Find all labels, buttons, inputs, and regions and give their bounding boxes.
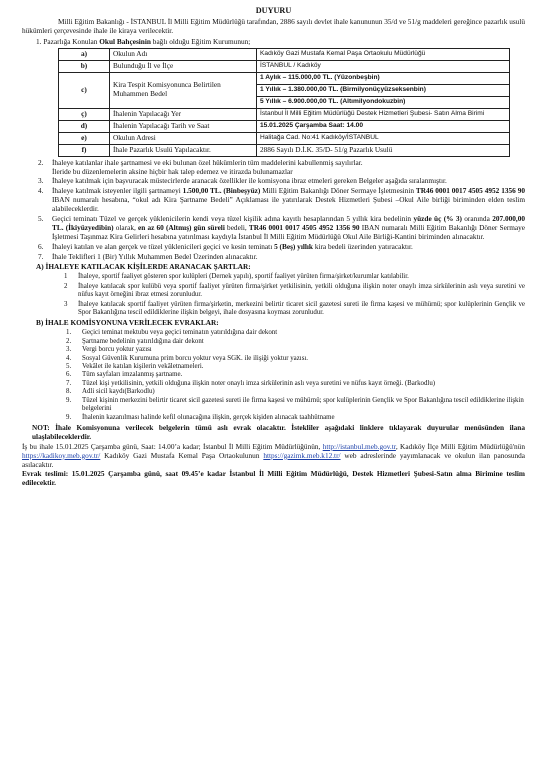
row-value: Halitağa Cad. No:41 Kadıköy/İSTANBUL bbox=[257, 132, 510, 144]
item-6-pre: İhaleyi katılan ve alan gerçek ve tüzel yüklenicileri geçici ve kesin teminatı bbox=[52, 241, 273, 251]
item-7-text: İhale Teklifleri 1 (Bir) Yıllık Muhammen Bedel Üzerinden alınacaktır. bbox=[52, 251, 258, 261]
item-2-line-2: İleride bu düzenlemelerin aksine hiçbir hak talep edemez ve itirazda bulunamazlar bbox=[52, 166, 293, 176]
section-b-item bbox=[66, 371, 525, 379]
section-b-item bbox=[66, 414, 525, 422]
closing-mid-1: , Kadıköy İlçe Milli Eğitim Müdürlüğü'nün bbox=[395, 441, 525, 451]
item-text: Adli sicil kaydı(Barkodlu) bbox=[82, 388, 155, 396]
item-number: 7. bbox=[38, 251, 44, 261]
item-3 bbox=[38, 177, 525, 186]
item-number: 3 bbox=[64, 300, 68, 308]
item-text: Vergi borcu yoktur yazısı bbox=[82, 346, 152, 354]
item-text: İhalenin kazanılması halinde kefil olunacağına ilişkin, gerçek kişiden alınacak taahhütname bbox=[82, 413, 335, 421]
item-2-line-1: İhaleye katılanlar ihale şartnamesi ve eki bulunan özel hükümlerin tüm maddelerini kabullenmiş sayılırlar. bbox=[52, 157, 363, 167]
section-b-item bbox=[66, 329, 525, 337]
tender-info-table bbox=[58, 48, 510, 157]
item-4-iban: TR46 0001 0017 4505 4952 1356 90 bbox=[415, 186, 526, 196]
intro-line-1: Milli Eğitim Bakanlığı - İSTANBUL İl Milli Eğitim Müdürlüğü tarafından, 2886 sayılı devlet ihale kanununun bbox=[58, 17, 383, 26]
item-5-rate: yüzde üç (% 3) bbox=[413, 214, 462, 224]
row-value-five-year: 5 Yıllık – 6.900.000,00 TL. (Altımilyondokuzbin) bbox=[257, 96, 510, 108]
item-1 bbox=[36, 38, 525, 47]
table-row-d bbox=[59, 120, 510, 132]
row-value: 2886 Sayılı D.İ.K. 35/D- 51/g Pazarlık Usulü bbox=[257, 144, 510, 156]
item-5-pre: Geçici teminatı Tüzel ve gerçek yüklenicilerin kendi veya tüzel kişilik adına kayıtlı hesaplarından 5 yıllık kira bedelinin bbox=[52, 214, 412, 224]
school-website-link[interactable]: https://gazimk.meb.k12.tr/ bbox=[263, 450, 341, 460]
item-number: 5. bbox=[38, 214, 44, 224]
item-text: Vekâlet ile katılan kişilerin vekâletnameleri. bbox=[82, 363, 204, 371]
row-label: Okulun Adı bbox=[110, 48, 257, 60]
section-a-item bbox=[64, 283, 525, 300]
table-row-b bbox=[59, 60, 510, 72]
item-1-number: 1. bbox=[36, 36, 42, 46]
item-number: 1. bbox=[66, 329, 72, 337]
section-b-item bbox=[66, 346, 525, 354]
row-value-monthly: 1 Aylık – 115.000,00 TL. (Yüzonbeşbin) bbox=[257, 72, 510, 84]
item-text: Geçici teminat mektubu veya geçici teminatın yatırıldığına dair dekont bbox=[82, 329, 278, 337]
item-number: 8. bbox=[66, 388, 72, 396]
closing-pre: İş bu ihale 15.01.2025 Çarşamba günü, Saat: 14.00’a kadar; İstanbul İl Milli Eğitim Müdürlüğünün, bbox=[22, 441, 321, 451]
delivery-paragraph: Evrak teslimi: 15.01.2025 Çarşamba günü, saat 09.45’e kadar İstanbul İl Milli Eğitim Müdürlüğü, Destek Hizmetleri Şubesi-Satın alma Birimine teslim edilecektir. bbox=[22, 469, 525, 488]
item-5-post: IBAN numaralı Milli Eğitim Bakanlığı Döner Sermaye İşletmesi Taşınmaz Kira Gelirleri hesabına yatırılması kaydıyla İstanbul İl Milli Eğitim Müdürlüğü Okul Aile Birliği-Kantini biriminden alınacaktır. bbox=[52, 222, 526, 241]
row-label: Kira Tespit Komisyonunca Belirtilen Muhammen Bedel bbox=[110, 72, 257, 108]
item-number: 2. bbox=[66, 337, 72, 345]
section-a-item bbox=[64, 301, 525, 318]
section-b-item bbox=[66, 380, 525, 388]
section-b-item bbox=[66, 338, 525, 346]
section-b-item bbox=[66, 388, 525, 396]
item-5 bbox=[38, 215, 525, 242]
item-6-post: kira bedeli üzerinden yatıracaktır. bbox=[314, 241, 413, 251]
item-4-mid: Milli Eğitim Bakanlığı Döner Sermaye İşletmesinin bbox=[262, 186, 415, 196]
row-key: e) bbox=[59, 132, 110, 144]
table-row-e bbox=[59, 132, 510, 144]
note-paragraph: NOT: İhale Komisyonuna verilecek belgelerin tümü aslı evrak olacaktır. İstekliler aşağıdaki linklere tıklayarak duyurular menüsünden ilana ulaşlabileceklerdir. bbox=[32, 423, 525, 441]
item-number: 4. bbox=[66, 354, 72, 362]
row-key: b) bbox=[59, 60, 110, 72]
page-title: DUYURU bbox=[255, 6, 292, 15]
item-5-days: en az 60 (Altmış) gün süreli bbox=[137, 222, 225, 232]
row-value-yearly: 1 Yıllık – 1.380.000,00 TL. (Birmilyonüçyüzseksenbin) bbox=[257, 84, 510, 96]
item-5-amount: 207.000,00 TL. (İkiyüzyedibin) bbox=[52, 214, 526, 232]
item-5-mid-2: olarak, bbox=[115, 222, 136, 232]
table-row-c-1 bbox=[59, 72, 510, 84]
row-key: c) bbox=[59, 72, 110, 108]
item-text: Sosyal Güvenlik Kurumuna prim borcu yoktur veya SGK. ile ilişiği yoktur yazısı. bbox=[82, 354, 309, 362]
istanbul-meb-link[interactable]: http://istanbul.meb.gov.tr bbox=[322, 441, 396, 451]
item-5-mid-1: oranında bbox=[464, 214, 490, 224]
item-6-bold: 5 (Beş) yıllık bbox=[274, 241, 313, 251]
item-number: 3. bbox=[38, 176, 44, 186]
item-number: 9. bbox=[66, 396, 72, 404]
item-2 bbox=[38, 159, 525, 177]
item-text: Tüzel kişinin merkezini belirtir ticaret sicil gazetesi sureti ile firma kaşesi ve mühürnü; spor kulüplerinin Gençlik ve Spor Bakanlığına tescil edildiklerine ilişkin belgelerini bbox=[82, 396, 524, 413]
row-label: Okulun Adresi bbox=[110, 132, 257, 144]
item-number: 4. bbox=[38, 186, 44, 196]
item-7 bbox=[38, 253, 525, 262]
item-text: Tüzel kişi yetkilisinin, yetkili olduğuna ilişkin noter onaylı imza sirkülerinin aslı veya suretini ve nüfus kayıt örneği. (Barkodlu) bbox=[82, 379, 436, 387]
table-row-a bbox=[59, 48, 510, 60]
row-value: Kadıköy Gazi Mustafa Kemal Paşa Ortaokulu Müdürlüğü bbox=[257, 48, 510, 60]
row-value: İSTANBUL / Kadıköy bbox=[257, 60, 510, 72]
closing-paragraph bbox=[22, 443, 525, 470]
item-1-pre: Pazarlığa Konulan bbox=[43, 36, 98, 46]
section-a-item bbox=[64, 273, 525, 281]
item-4-post: IBAN numaralı hesabına, “okul adı Kira Şartname Bedeli” Açıklaması ile yatırılarak Destek Hizmetleri Şubesi –Okul Aile birliği biriminden elden teslim alabileceklerdir. bbox=[52, 195, 525, 214]
section-b-heading: B) İHALE KOMİSYONUNA VERİLECEK EVRAKLAR: bbox=[36, 318, 219, 328]
closing-mid-2: Kadıköy Gazi Mustafa Kemal Paşa Ortaokulunun bbox=[104, 450, 260, 460]
item-text: İhaleye, sportif faaliyet gösteren spor kulüpleri (Dernek yapılı), sportif faaliyet yürüten firma/şirket/kurumlar katılabilir. bbox=[78, 273, 409, 281]
item-number: 2 bbox=[64, 282, 68, 290]
item-number: 5. bbox=[66, 363, 72, 371]
item-6 bbox=[38, 243, 525, 252]
row-key: a) bbox=[59, 48, 110, 60]
item-1-post: bağlı olduğu Eğitim Kurumunun; bbox=[152, 36, 251, 46]
section-b-item bbox=[66, 355, 525, 363]
item-4 bbox=[38, 187, 525, 214]
row-key: f) bbox=[59, 144, 110, 156]
item-text: Şartname bedelinin yatırıldığına dair dekont bbox=[82, 337, 204, 345]
section-b-item bbox=[66, 363, 525, 371]
intro-paragraph bbox=[22, 18, 525, 36]
kadikoy-meb-link[interactable]: https://kadikoy.meb.gov.tr/ bbox=[22, 450, 101, 460]
item-text: İhaleye katılacak sportif faaliyet yürüten firma/şirketin, merkezini belirtir ticaret sicil gazetesi sureti ile firma kaşesi ve mühürnü; spor kulüplerinin Gençlik ve Spor Bakanlığına tescil edildiklerine ilişkin belgeyi, ihale dosyasına koyması zorunludur. bbox=[78, 300, 525, 317]
row-label: İhale Pazarlık Usulü Yapılacaktır. bbox=[110, 144, 257, 156]
row-label: İhalenin Yapılacağı Tarih ve Saat bbox=[110, 120, 257, 132]
intro-line-2: 35/d ve 51/g maddeleri gereğince pazarlık usulü hükümleri çerçevesinde ihale ile kiraya verilecektir. bbox=[22, 17, 525, 35]
item-number: 7. bbox=[66, 379, 72, 387]
item-text: İhaleye katılacak spor kulübü veya sportif faaliyet yürüten firma/şirket yetkilisinin, yetkili olduğuna ilişkin noter onaylı imza sirkülerinin aslı veya suretini ve nüfus kayıt örneğini ibraz etmesi zorunludur. bbox=[78, 282, 525, 299]
table-row-cc bbox=[59, 108, 510, 120]
item-5-mid-3: bedeli, bbox=[227, 222, 247, 232]
row-value: İstanbul İl Milli Eğitim Müdürlüğü Destek Hizmetleri Şubesi- Satın Alma Birimi bbox=[257, 108, 510, 120]
item-number: 1 bbox=[64, 273, 68, 281]
section-a-heading: A) İHALEYE KATILACAK KİŞİLERDE ARANACAK ŞARTLAR: bbox=[36, 262, 251, 272]
closing-post: web adreslerinde yayımlanacak ve okulun ilan panosunda asılacaktır. bbox=[22, 450, 526, 469]
item-text: Tüm sayfaları imzalanmış şartname. bbox=[82, 371, 183, 379]
item-number: 2. bbox=[38, 157, 44, 167]
table-row-f bbox=[59, 144, 510, 156]
item-number: 6. bbox=[38, 241, 44, 251]
row-key: ç) bbox=[59, 108, 110, 120]
row-label: Bulunduğu İl ve İlçe bbox=[110, 60, 257, 72]
item-4-pre: İhaleye katılmak isteyenler ilgili şartnameyi bbox=[52, 186, 181, 196]
item-number: 3. bbox=[66, 346, 72, 354]
row-label: İhalenin Yapılacağı Yer bbox=[110, 108, 257, 120]
item-number: 9. bbox=[66, 413, 72, 421]
item-number: 6. bbox=[66, 371, 72, 379]
item-1-bold: Okul Bahçesinin bbox=[99, 36, 151, 46]
item-4-amount: 1.500,00 TL. (Binbeşyüz) bbox=[182, 186, 261, 196]
row-value: 15.01.2025 Çarşamba Saat: 14.00 bbox=[257, 120, 510, 132]
item-3-text: İhaleye katılmak için başvuracak müstecirlerde aranacak özellikler ile komisyona ibraz etmeleri gereken Belgeler aşağıda sıralanmıştır. bbox=[52, 176, 447, 186]
section-b-item bbox=[66, 397, 525, 414]
row-key: d) bbox=[59, 120, 110, 132]
item-5-iban: TR46 0001 0017 4505 4952 1356 90 bbox=[248, 222, 360, 232]
